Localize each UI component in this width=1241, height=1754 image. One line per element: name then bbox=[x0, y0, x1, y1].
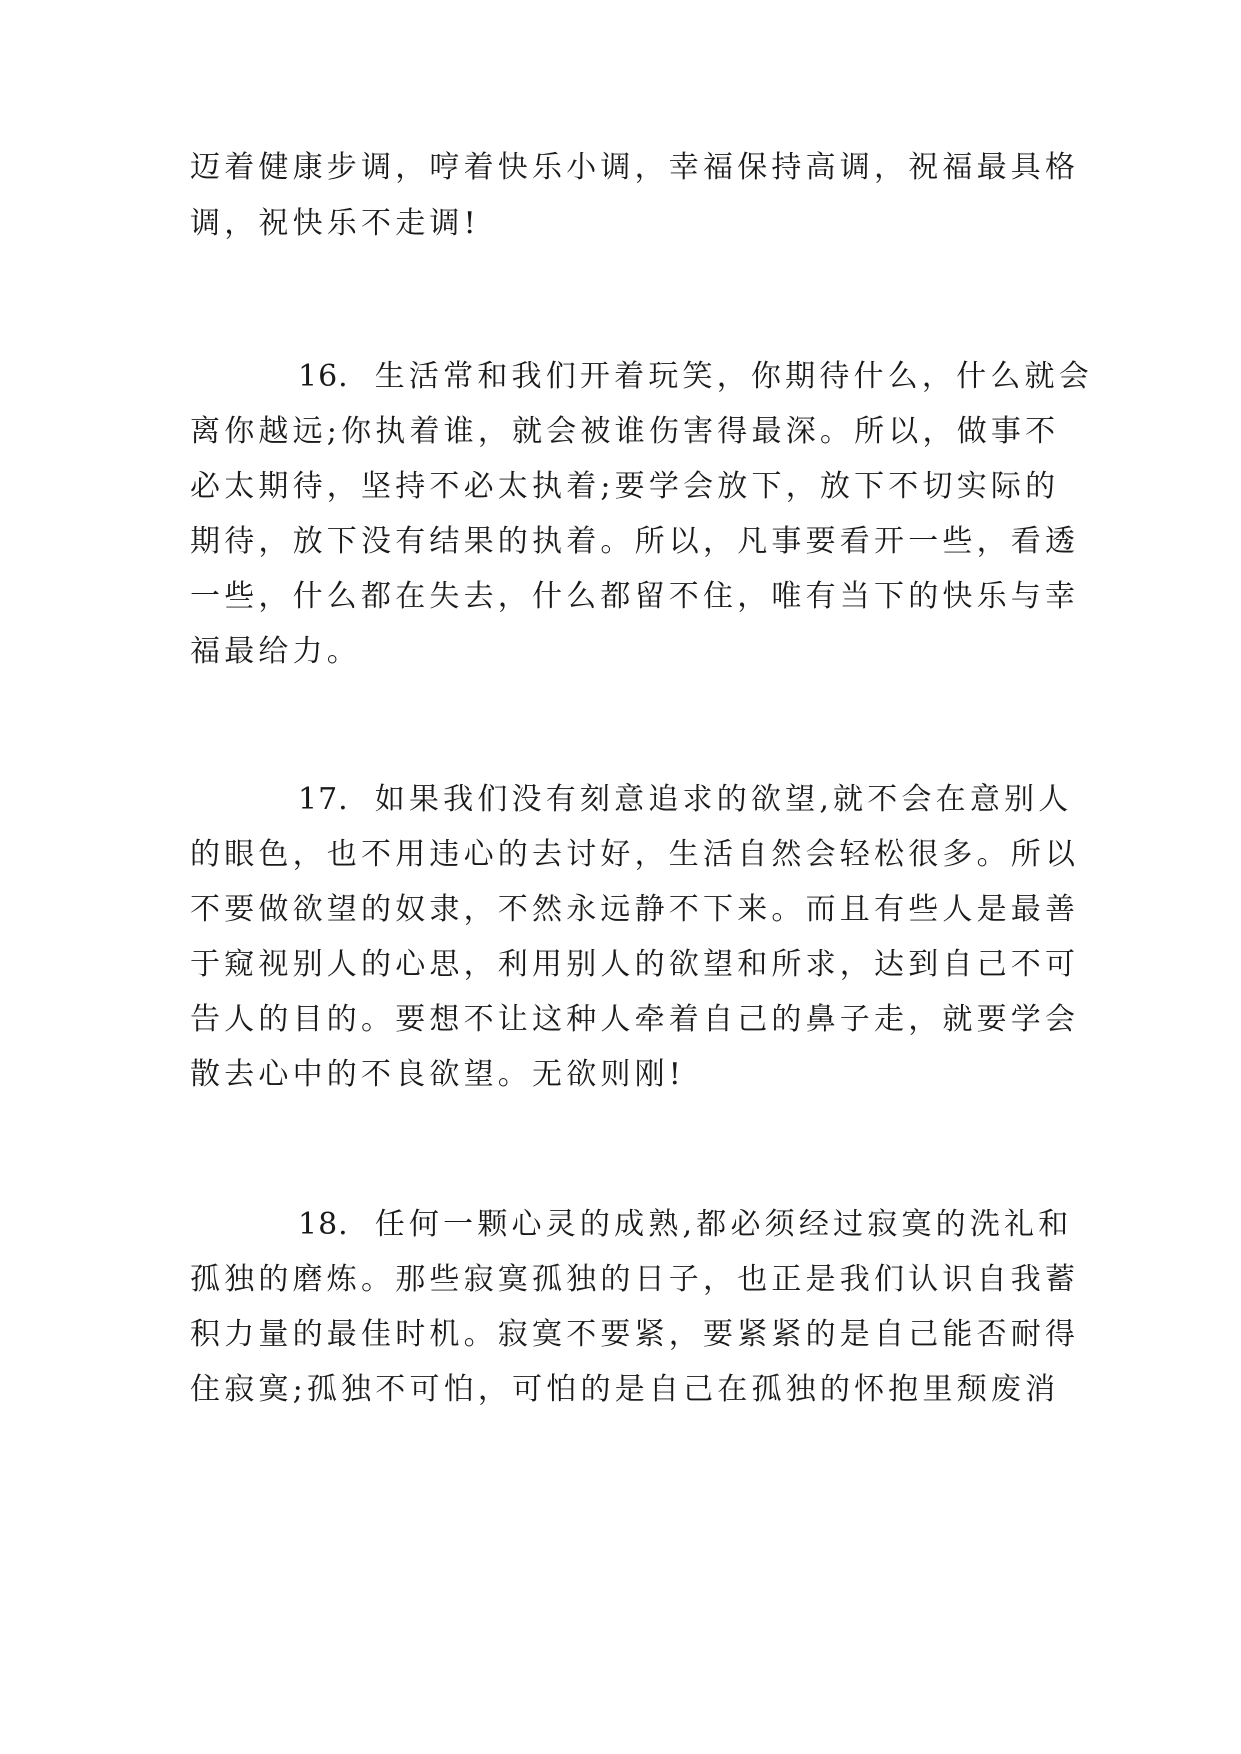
paragraph-first-line bbox=[298, 780, 1073, 820]
paragraph-line: 于窥视别人的心思，利用别人的欲望和所求，达到自己不可 bbox=[190, 947, 1080, 982]
paragraph-line: 如果我们没有刻意追求的欲望,就不会在意别人 bbox=[374, 782, 1073, 817]
paragraph-line: 住寂寞;孤独不可怕，可怕的是自己在孤独的怀抱里颓废消 bbox=[190, 1372, 1060, 1407]
paragraph-first-line bbox=[298, 1205, 1073, 1245]
paragraph-line: 积力量的最佳时机。寂寞不要紧，要紧紧的是自己能否耐得 bbox=[190, 1317, 1080, 1352]
paragraph-line: 散去心中的不良欲望。无欲则刚! bbox=[190, 1057, 686, 1092]
paragraph-line: 任何一颗心灵的成熟,都必须经过寂寞的洗礼和 bbox=[374, 1207, 1073, 1242]
paragraph-line: 一些，什么都在失去，什么都留不住，唯有当下的快乐与幸 bbox=[190, 579, 1080, 614]
paragraph-number: 18. bbox=[298, 1207, 349, 1242]
paragraph-number: 16. bbox=[298, 359, 349, 394]
paragraph-line: 孤独的磨炼。那些寂寞孤独的日子，也正是我们认识自我蓄 bbox=[190, 1262, 1080, 1297]
paragraph-first-line bbox=[298, 357, 1093, 397]
paragraph-line: 告人的目的。要想不让这种人牵着自己的鼻子走，就要学会 bbox=[190, 1002, 1080, 1037]
paragraph-line: 生活常和我们开着玩笑，你期待什么，什么就会 bbox=[374, 359, 1093, 394]
paragraph-line: 迈着健康步调，哼着快乐小调，幸福保持高调，祝福最具格 bbox=[190, 150, 1080, 185]
paragraph-line: 必太期待，坚持不必太执着;要学会放下，放下不切实际的 bbox=[190, 469, 1060, 504]
paragraph-number: 17. bbox=[298, 782, 349, 817]
paragraph-line: 离你越远;你执着谁，就会被谁伤害得最深。所以，做事不 bbox=[190, 414, 1060, 449]
paragraph-line: 的眼色，也不用违心的去讨好，生活自然会轻松很多。所以 bbox=[190, 837, 1080, 872]
paragraph-line: 期待，放下没有结果的执着。所以，凡事要看开一些，看透 bbox=[190, 524, 1080, 559]
paragraph-line: 调，祝快乐不走调! bbox=[190, 206, 480, 241]
paragraph-line: 不要做欲望的奴隶，不然永远静不下来。而且有些人是最善 bbox=[190, 892, 1080, 927]
paragraph-line: 福最给力。 bbox=[190, 634, 361, 669]
